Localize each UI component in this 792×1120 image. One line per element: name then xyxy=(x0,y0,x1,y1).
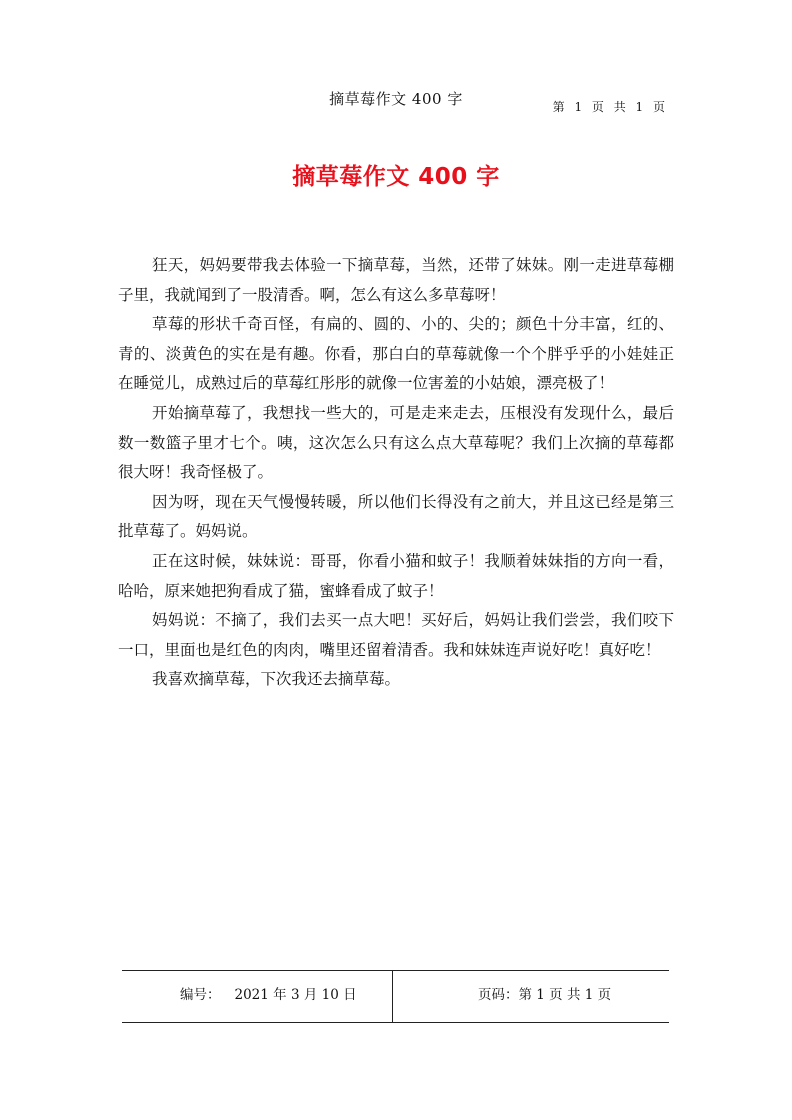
footer-divider xyxy=(392,970,393,1022)
document-title: 摘草莓作文 400 字 xyxy=(292,164,500,190)
footer-top-rule xyxy=(122,970,669,971)
paragraph-2: 草莓的形状千奇百怪，有扁的、圆的、小的、尖的；颜色十分丰富，红的、青的、淡黄色的实在是有趣。你看，那白白的草莓就像一个个胖乎乎的小娃娃正在睡觉儿，成熟过后的草莓红彤彤的就像一位害羞的小姑娘，漂亮极了！ xyxy=(118,315,674,393)
paragraph-4: 因为呀，现在天气慢慢转暖，所以他们长得没有之前大，并且这已经是第三批草莓了。妈妈说。 xyxy=(118,492,674,541)
paragraph-3: 开始摘草莓了，我想找一些大的，可是走来走去，压根没有发现什么，最后数一数篮子里才七个。咦，这次怎么只有这么点大草莓呢？我们上次摘的草莓都很大呀！我奇怪极了。 xyxy=(118,403,674,482)
paragraph-5: 正在这时候，妹妹说：哥哥，你看小猫和蚊子！我顺着妹妹指的方向一看，哈哈，原来她把狗看成了猫，蜜蜂看成了蚊子！ xyxy=(118,551,674,600)
paragraph-6: 妈妈说：不摘了，我们去买一点大吧！买好后，妈妈让我们尝尝，我们咬下一口，里面也是红色的肉肉，嘴里还留着清香。我和妹妹连声说好吃！真好吃！ xyxy=(118,611,674,659)
header-title: 摘草莓作文 400 字 xyxy=(329,90,463,108)
footer-number-label: 编号： xyxy=(180,987,221,1003)
footer-bottom-rule xyxy=(122,1022,669,1023)
header-page-info: 第 1 页 共 1 页 xyxy=(552,100,668,114)
paragraph-1: 狂天，妈妈要带我去体验一下摘草莓，当然，还带了妹妹。刚一走进草莓棚子里，我就闻到了一股清香。啊，怎么有这么多草莓呀！ xyxy=(118,256,674,304)
footer-page-code: 页码：第 1 页 共 1 页 xyxy=(478,987,612,1003)
paragraph-7: 我喜欢摘草莓，下次我还去摘草莓。 xyxy=(152,670,401,689)
document-body xyxy=(118,251,674,695)
footer-number xyxy=(180,983,357,1003)
footer-date: 2021 年 3 月 10 日 xyxy=(234,987,357,1003)
